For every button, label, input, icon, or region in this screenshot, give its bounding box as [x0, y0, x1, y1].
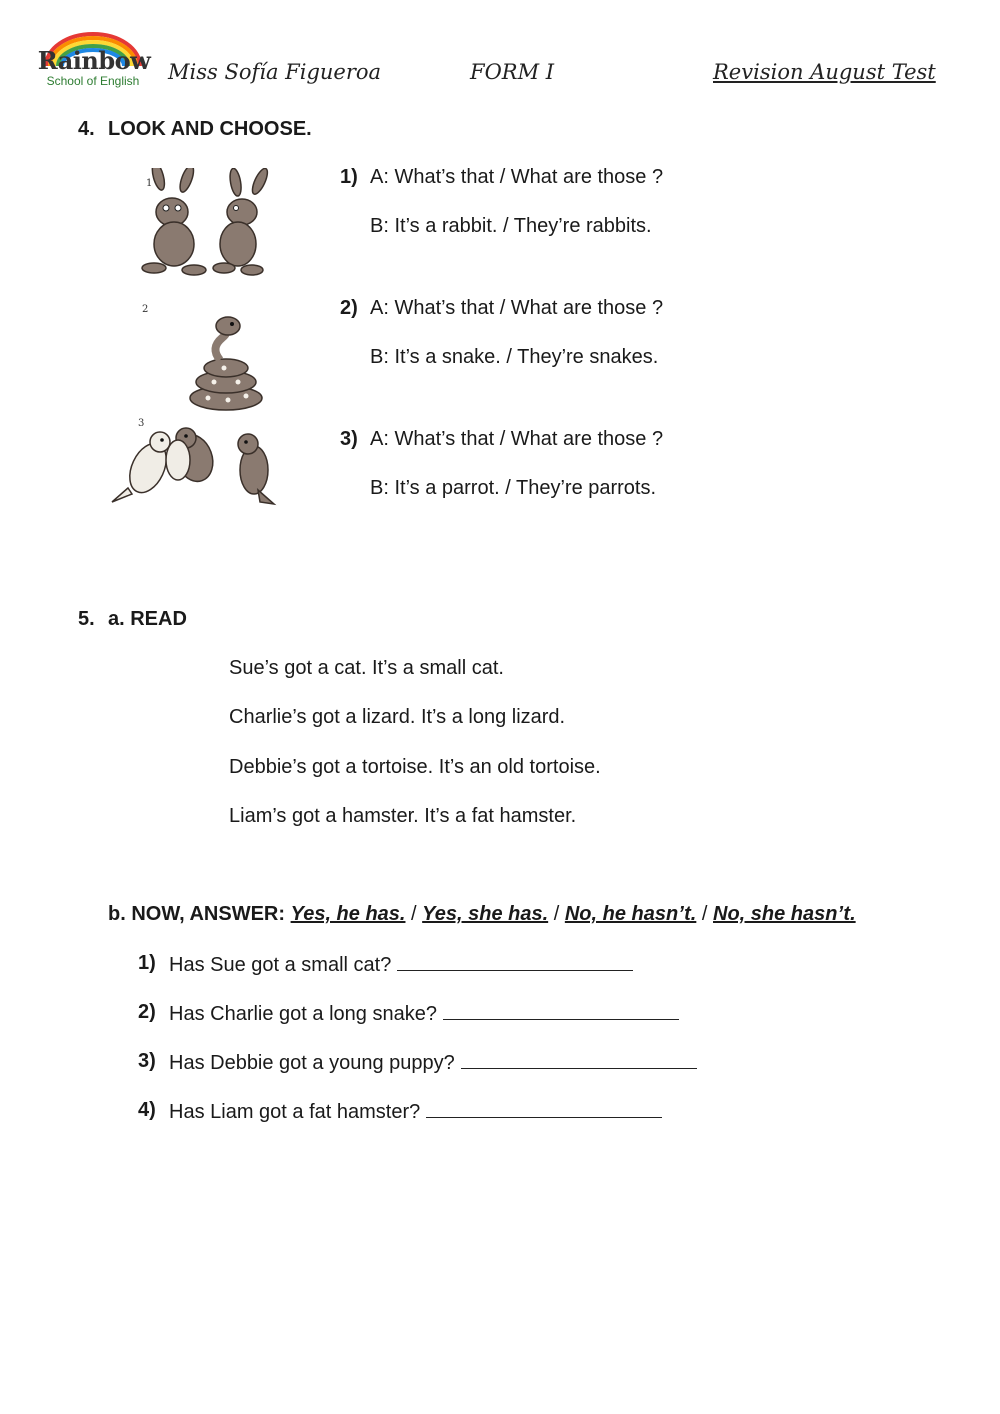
section4-number: 4.	[78, 118, 95, 140]
question-row	[169, 1099, 662, 1124]
question-number: 1)	[138, 952, 156, 974]
item-number: 1)	[340, 166, 358, 188]
question-row	[169, 1050, 697, 1075]
picture-number: 2	[142, 304, 149, 315]
question-text: Has Sue got a small cat?	[169, 954, 392, 976]
logo	[32, 30, 154, 92]
form-label: FORM I	[470, 60, 555, 84]
reading-line: Sue’s got a cat. It’s a small cat.	[229, 657, 504, 679]
section4-title: LOOK AND CHOOSE.	[108, 118, 312, 140]
answer-b: B: It’s a snake. / They’re snakes.	[370, 346, 659, 368]
question-a: A: What’s that / What are those ?	[370, 297, 664, 319]
parrots-picture	[108, 418, 288, 508]
section5-number: 5.	[78, 608, 95, 630]
answer-blank[interactable]	[443, 1001, 679, 1020]
picture-number: 1	[146, 178, 153, 189]
parrot-icon	[108, 418, 288, 508]
snake-icon	[138, 300, 278, 414]
separator: /	[553, 903, 560, 925]
question-number: 2)	[138, 1001, 156, 1023]
question-a: A: What’s that / What are those ?	[370, 428, 664, 450]
section5-part-b-title: b. NOW, ANSWER:	[108, 903, 286, 925]
question-text: Has Charlie got a long snake?	[169, 1003, 437, 1025]
separator: /	[411, 903, 417, 925]
answer-option: No, he hasn’t.	[564, 903, 697, 925]
answer-option: Yes, she has.	[422, 903, 549, 925]
section5-part-a-title: a. READ	[108, 608, 187, 630]
teacher-name: Miss Sofía Figueroa	[168, 60, 382, 84]
separator: /	[701, 903, 708, 925]
question-a: A: What’s that / What are those ?	[370, 166, 664, 188]
answer-option: No, she hasn’t.	[713, 903, 856, 925]
answer-blank[interactable]	[397, 952, 633, 971]
question-number: 3)	[138, 1050, 156, 1072]
question-number: 4)	[138, 1099, 156, 1121]
question-row	[169, 1001, 679, 1026]
picture-number: 3	[138, 418, 145, 429]
reading-line: Charlie’s got a lizard. It’s a long lizard.	[229, 706, 566, 728]
answer-blank[interactable]	[426, 1099, 662, 1118]
question-text: Has Liam got a fat hamster?	[169, 1101, 421, 1123]
answer-option: Yes, he has.	[290, 903, 406, 925]
question-text: Has Debbie got a young puppy?	[169, 1052, 455, 1074]
test-title: Revision August Test	[713, 60, 936, 84]
question-row	[169, 952, 633, 977]
answer-b: B: It’s a parrot. / They’re parrots.	[370, 477, 657, 499]
rabbits-picture	[138, 168, 300, 278]
answer-options	[108, 903, 856, 926]
reading-line: Debbie’s got a tortoise. It’s an old tortoise.	[229, 756, 601, 778]
answer-b: B: It’s a rabbit. / They’re rabbits.	[370, 215, 652, 237]
item-number: 2)	[340, 297, 358, 319]
answer-blank[interactable]	[461, 1050, 697, 1069]
reading-line: Liam’s got a hamster. It’s a fat hamster.	[229, 805, 577, 827]
logo-word: Rainbow	[37, 46, 151, 75]
item-number: 3)	[340, 428, 358, 450]
logo-subtitle: School of English	[46, 74, 140, 88]
rabbit-icon	[138, 168, 300, 278]
snake-picture	[138, 300, 278, 414]
